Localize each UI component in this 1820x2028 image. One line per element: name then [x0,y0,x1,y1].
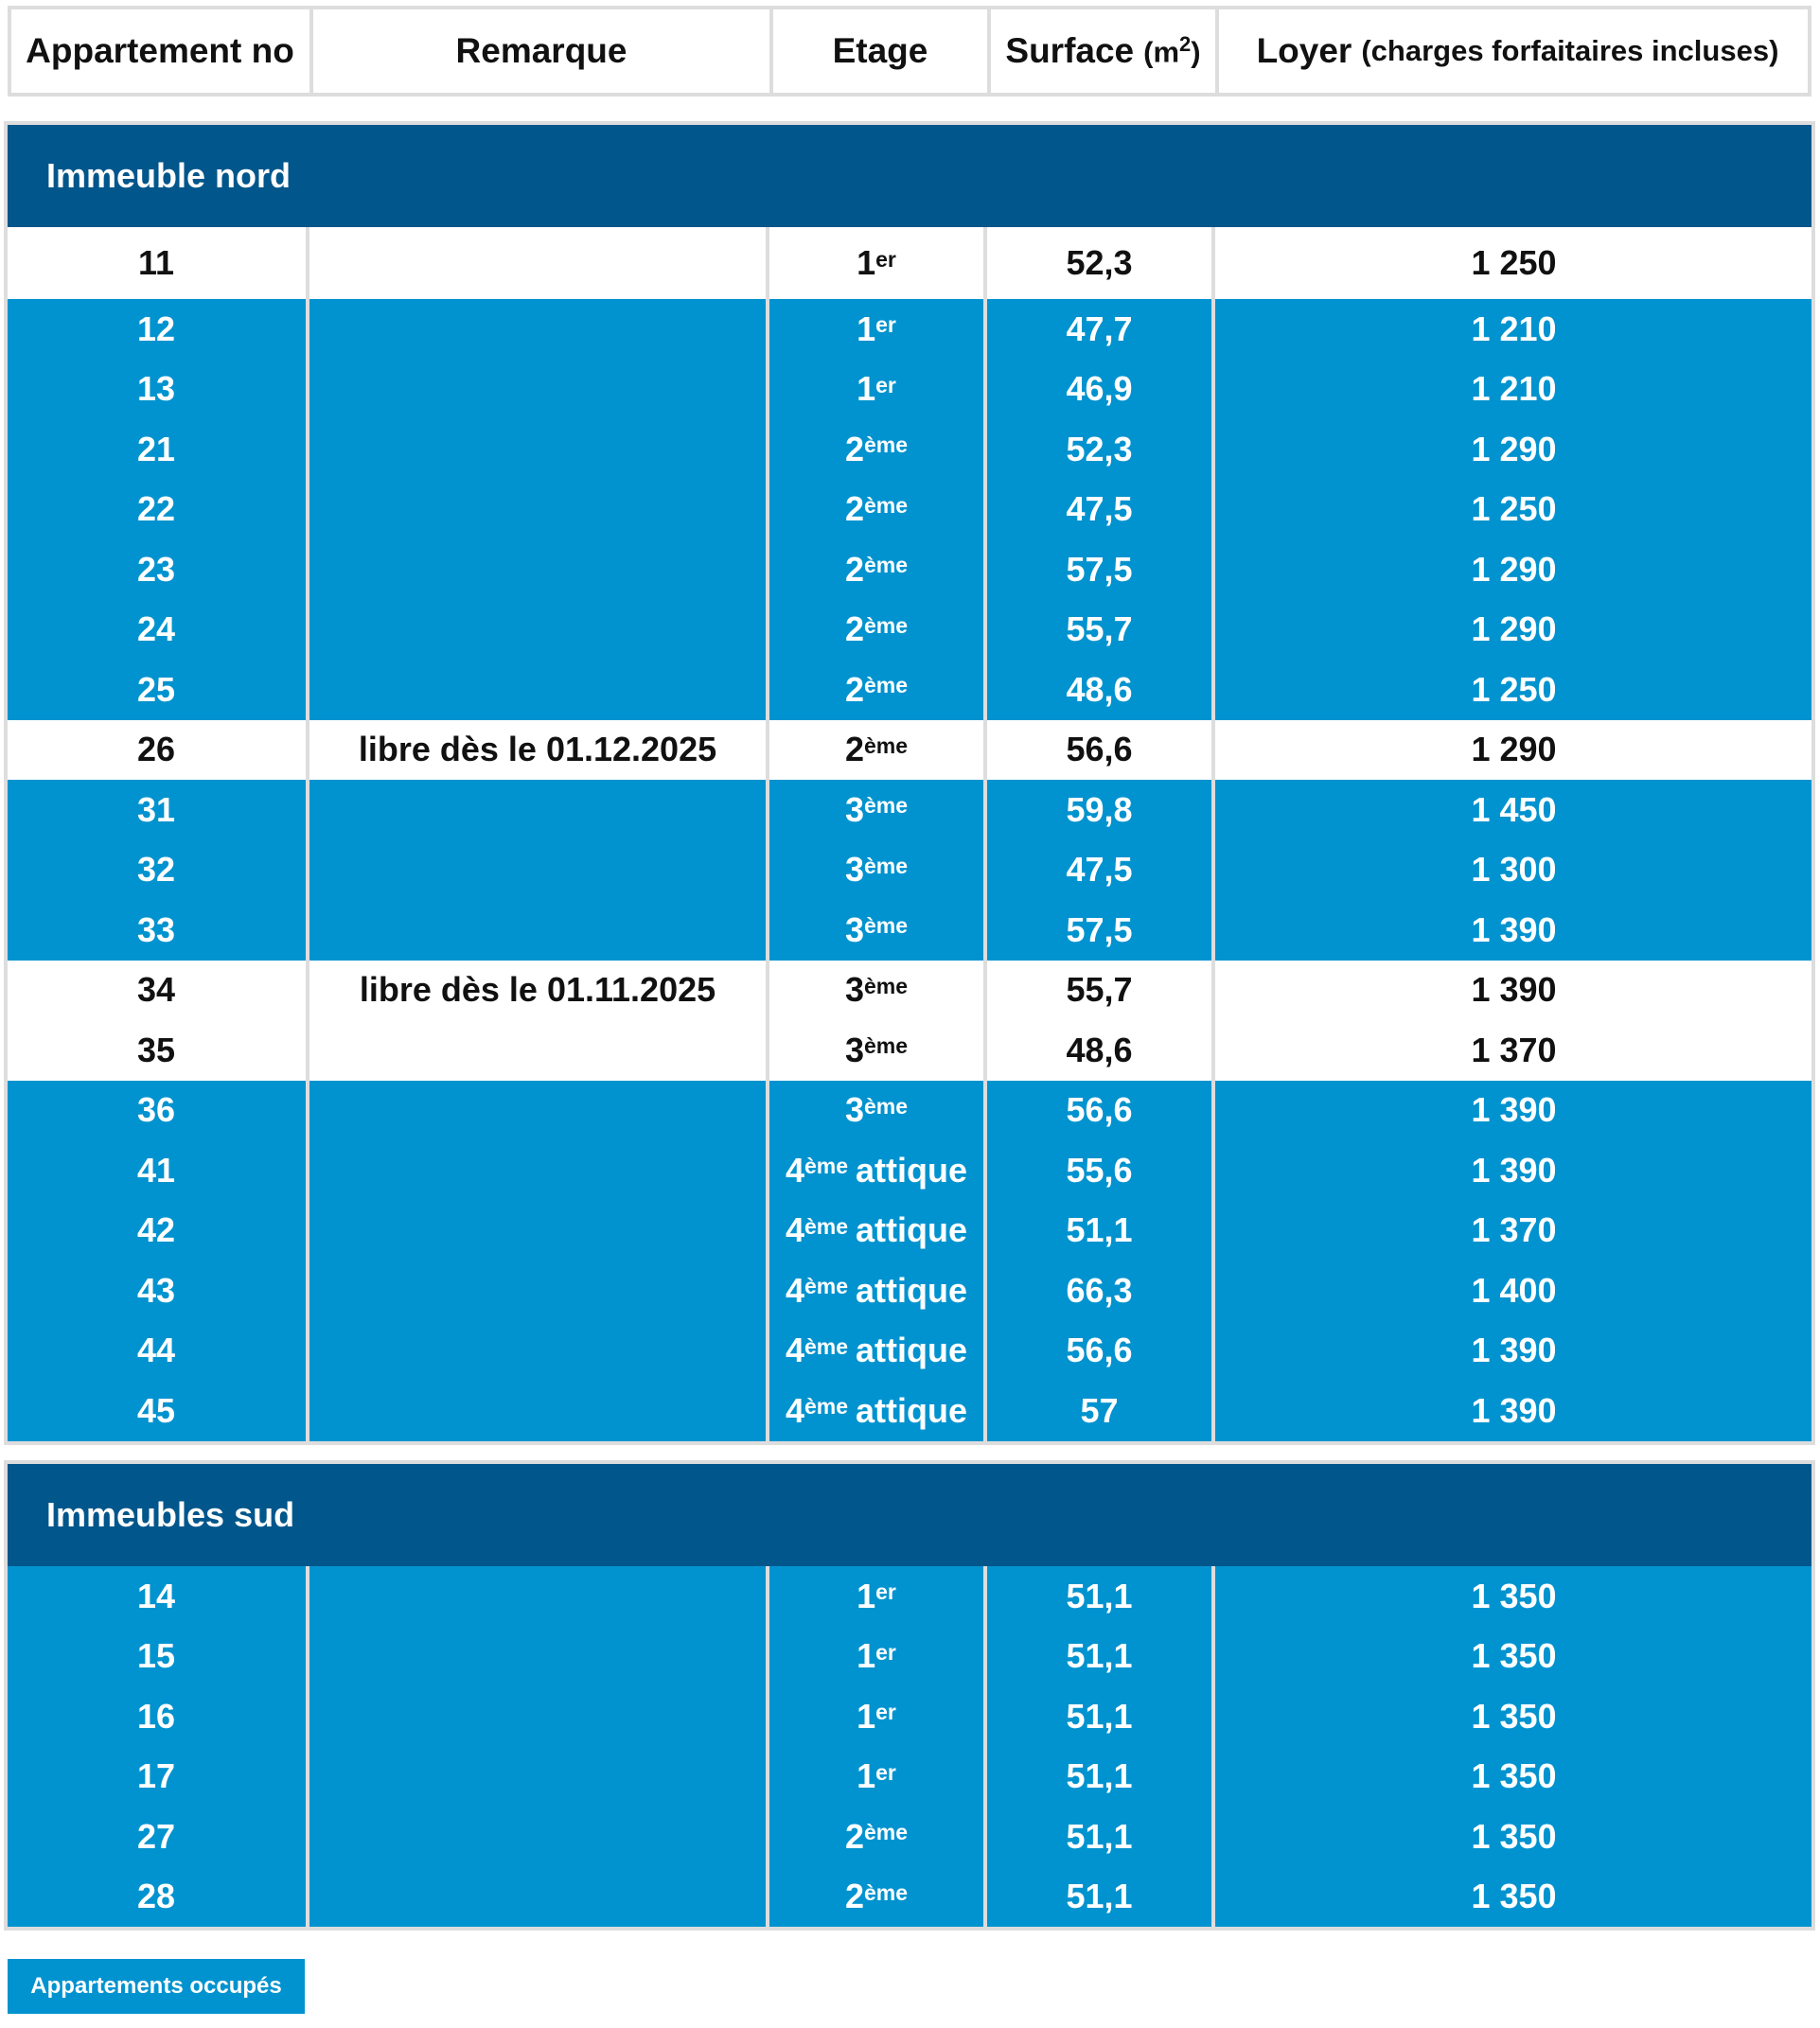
cell-floor: 2 $^{ème}$ [844,489,909,529]
table-row [8,227,1811,299]
cell-surface: 51,1 [1066,1636,1133,1676]
column-divider [1211,360,1215,420]
table-row [8,780,1811,840]
cell-apartment-number: 41 [136,1150,176,1190]
cell-apartment-number: 24 [136,609,176,649]
column-divider [306,1747,309,1808]
section-header: Immeuble nord [8,125,1811,227]
cell-floor: 4 $^{ème}$ attique [785,1331,968,1370]
column-divider [1211,1201,1215,1261]
table-row [8,360,1811,420]
column-divider [766,1867,769,1928]
cell-apartment-number: 43 [136,1270,176,1310]
column-divider [766,961,769,1021]
column-divider [983,1747,987,1808]
column-divider [1211,1081,1215,1141]
cell-remark [310,1627,765,1687]
column-divider [306,360,309,420]
header-apartment: Appartement no [26,31,294,70]
cell-rent: 1 250 [1471,243,1557,282]
legend-occupied: Appartements occupés [8,1959,305,2014]
column-divider [983,1566,987,1627]
column-divider [1211,1140,1215,1201]
cell-floor: 3 $^{ème}$ [844,1090,909,1130]
table-row [8,1261,1811,1321]
cell-apartment-number: 26 [136,730,176,769]
cell-remark [310,1867,765,1928]
header-floor: Etage [832,31,928,70]
column-divider [1211,1381,1215,1441]
header-rent-note: (charges forfaitaires incluses) [1361,34,1779,67]
column-divider [1211,780,1215,840]
cell-surface: 57,5 [1066,549,1133,589]
column-divider [983,227,987,299]
column-divider [1211,1867,1215,1928]
cell-remark [310,840,765,901]
cell-rent: 1 350 [1471,1696,1557,1736]
column-divider [306,1201,309,1261]
column-divider [766,1140,769,1201]
header-rent-label: Loyer [1256,31,1352,70]
cell-rent: 1 390 [1471,1150,1557,1190]
table-row [8,1627,1811,1687]
cell-remark [310,360,765,420]
cell-floor: 2 $^{ème}$ [844,429,909,468]
cell-surface: 47,7 [1066,309,1133,348]
column-divider [766,1627,769,1687]
column-divider [983,419,987,480]
column-divider [983,600,987,661]
column-divider [1211,1020,1215,1081]
cell-floor: 1 $^{er}$ [857,1576,896,1615]
column-divider [983,1867,987,1928]
cell-surface: 56,6 [1066,1090,1133,1130]
cell-remark [310,1081,765,1141]
column-divider [983,1627,987,1687]
column-divider [1211,480,1215,540]
column-divider [983,1321,987,1382]
cell-rent: 1 290 [1471,730,1557,769]
column-divider [1211,1321,1215,1382]
column-divider [306,227,309,299]
table-row [8,1140,1811,1201]
column-divider [1211,1807,1215,1867]
table-row [8,660,1811,720]
cell-floor: 4 $^{ème}$ attique [785,1210,968,1250]
column-divider [983,840,987,901]
cell-rent: 1 390 [1471,1090,1557,1130]
cell-remark [310,1381,765,1441]
column-divider [766,1566,769,1627]
cell-surface: 46,9 [1066,369,1133,409]
column-divider [983,360,987,420]
column-divider [983,1020,987,1081]
column-divider [306,1867,309,1928]
column-divider [1211,720,1215,781]
cell-surface: 57 [1080,1390,1119,1430]
section-header: Immeubles sud [8,1464,1811,1566]
cell-rent: 1 370 [1471,1210,1557,1250]
column-divider [306,780,309,840]
cell-surface: 56,6 [1066,730,1133,769]
column-divider [306,1807,309,1867]
cell-apartment-number: 31 [136,789,176,829]
column-divider [1211,1686,1215,1747]
column-divider [766,1381,769,1441]
cell-surface: 51,1 [1066,1877,1133,1916]
cell-rent: 1 390 [1471,1331,1557,1370]
cell-apartment-number: 25 [136,669,176,709]
table-row [8,1747,1811,1808]
column-divider [1211,1261,1215,1321]
cell-surface: 51,1 [1066,1756,1133,1796]
cell-rent: 1 290 [1471,549,1557,589]
header-divider [309,9,313,93]
cell-rent: 1 290 [1471,609,1557,649]
cell-apartment-number: 15 [136,1636,176,1676]
cell-remark [310,1566,765,1627]
column-divider [1211,961,1215,1021]
cell-floor: 3 $^{ème}$ [844,970,909,1010]
column-divider [306,1020,309,1081]
column-divider [766,1686,769,1747]
table-row [8,480,1811,540]
cell-apartment-number: 45 [136,1390,176,1430]
table-row [8,299,1811,360]
table-row [8,900,1811,961]
cell-apartment-number: 23 [136,549,176,589]
table-row [8,840,1811,901]
column-divider [983,480,987,540]
column-divider [306,299,309,360]
cell-floor: 1 $^{er}$ [857,309,896,348]
cell-floor: 1 $^{er}$ [857,243,896,282]
cell-floor: 2 $^{ème}$ [844,669,909,709]
column-divider [306,660,309,720]
column-divider [1211,227,1215,299]
cell-floor: 2 $^{ème}$ [844,549,909,589]
cell-remark [310,299,765,360]
cell-floor: 1 $^{er}$ [857,369,896,409]
cell-remark [310,1261,765,1321]
cell-remark [310,227,765,299]
cell-apartment-number: 33 [136,909,176,949]
cell-rent: 1 370 [1471,1030,1557,1069]
column-divider [1211,539,1215,600]
cell-rent: 1 390 [1471,1390,1557,1430]
cell-remark [310,1201,765,1261]
cell-rent: 1 350 [1471,1636,1557,1676]
column-divider [766,1020,769,1081]
table-row [8,1566,1811,1627]
cell-apartment-number: 34 [136,970,176,1010]
table-row [8,1321,1811,1382]
column-divider [983,660,987,720]
column-divider [306,900,309,961]
column-divider [766,660,769,720]
column-divider [983,299,987,360]
cell-surface: 59,8 [1066,789,1133,829]
column-divider [766,480,769,540]
cell-floor: 3 $^{ème}$ [844,789,909,829]
cell-surface: 52,3 [1066,429,1133,468]
table-row [8,1381,1811,1441]
cell-apartment-number: 13 [136,369,176,409]
cell-surface: 48,6 [1066,669,1133,709]
column-divider [1211,600,1215,661]
table-row [8,720,1811,781]
cell-apartment-number: 27 [136,1816,176,1856]
table-header [8,6,1811,97]
cell-floor: 4 $^{ème}$ attique [785,1150,968,1190]
cell-remark [310,539,765,600]
cell-apartment-number: 35 [136,1030,176,1069]
cell-surface: 55,6 [1066,1150,1133,1190]
column-divider [766,600,769,661]
column-divider [1211,1747,1215,1808]
cell-remark [310,419,765,480]
column-divider [766,840,769,901]
cell-floor: 1 $^{er}$ [857,1756,896,1796]
cell-rent: 1 300 [1471,850,1557,890]
column-divider [306,840,309,901]
header-divider [769,9,773,93]
column-divider [306,1321,309,1382]
cell-remark [310,1807,765,1867]
cell-rent: 1 210 [1471,309,1557,348]
column-divider [1211,299,1215,360]
column-divider [766,299,769,360]
column-divider [983,961,987,1021]
column-divider [766,720,769,781]
column-divider [766,1321,769,1382]
column-divider [766,1747,769,1808]
column-divider [306,480,309,540]
column-divider [983,780,987,840]
cell-floor: 4 $^{ème}$ attique [785,1270,968,1310]
column-divider [766,780,769,840]
cell-apartment-number: 14 [136,1576,176,1615]
column-divider [1211,419,1215,480]
cell-remark [310,480,765,540]
column-divider [766,1261,769,1321]
cell-apartment-number: 12 [136,309,176,348]
header-rent [1220,9,1815,93]
cell-rent: 1 350 [1471,1877,1557,1916]
column-divider [766,419,769,480]
table-row [8,1867,1811,1928]
cell-apartment-number: 32 [136,850,176,890]
column-divider [983,900,987,961]
column-divider [306,600,309,661]
column-divider [766,539,769,600]
column-divider [306,720,309,781]
column-divider [983,720,987,781]
header-surface-unit: $(m^2)$ [1143,32,1201,69]
column-divider [306,1081,309,1141]
table-row [8,419,1811,480]
column-divider [983,1261,987,1321]
cell-floor: 4 $^{ème}$ attique [785,1390,968,1430]
cell-remark [310,900,765,961]
cell-floor: 2 $^{ème}$ [844,609,909,649]
cell-remark [310,1020,765,1081]
cell-rent: 1 350 [1471,1576,1557,1615]
cell-surface: 51,1 [1066,1696,1133,1736]
cell-surface: 66,3 [1066,1270,1133,1310]
cell-apartment-number: 17 [136,1756,176,1796]
cell-rent: 1 400 [1471,1270,1557,1310]
column-divider [983,1201,987,1261]
cell-floor: 2 $^{ème}$ [844,1816,909,1856]
column-divider [983,539,987,600]
header-divider [987,9,991,93]
column-divider [306,419,309,480]
column-divider [306,1381,309,1441]
column-divider [306,1686,309,1747]
cell-floor: 1 $^{er}$ [857,1696,896,1736]
column-divider [306,539,309,600]
header-remark: Remarque [455,31,627,70]
cell-surface: 55,7 [1066,609,1133,649]
cell-floor: 2 $^{ème}$ [844,730,909,769]
cell-remark [310,1140,765,1201]
column-divider [1211,660,1215,720]
cell-rent: 1 250 [1471,669,1557,709]
cell-surface: 52,3 [1066,243,1133,282]
cell-apartment-number: 16 [136,1696,176,1736]
column-divider [1211,840,1215,901]
table-row [8,1686,1811,1747]
column-divider [983,1081,987,1141]
column-divider [306,961,309,1021]
column-divider [1211,1566,1215,1627]
cell-surface: 51,1 [1066,1576,1133,1615]
column-divider [983,1807,987,1867]
column-divider [766,900,769,961]
column-divider [766,227,769,299]
cell-remark: libre dès le 01.11.2025 [359,970,716,1010]
column-divider [1211,900,1215,961]
column-divider [306,1627,309,1687]
cell-rent: 1 450 [1471,789,1557,829]
cell-apartment-number: 22 [136,489,176,529]
table-row [8,961,1811,1021]
column-divider [983,1381,987,1441]
cell-apartment-number: 28 [136,1877,176,1916]
cell-floor: 3 $^{ème}$ [844,1030,909,1069]
header-divider [1215,9,1219,93]
cell-remark [310,1747,765,1808]
cell-rent: 1 290 [1471,429,1557,468]
table-row [8,1081,1811,1141]
column-divider [1211,1627,1215,1687]
cell-apartment-number: 36 [136,1090,176,1130]
table-row [8,600,1811,661]
table-row [8,1201,1811,1261]
table-row [8,539,1811,600]
column-divider [766,1201,769,1261]
cell-floor: 2 $^{ème}$ [844,1877,909,1916]
header-surface [992,9,1214,93]
header-surface-label: Surface [1005,31,1135,70]
cell-rent: 1 390 [1471,909,1557,949]
cell-apartment-number: 44 [136,1331,176,1370]
cell-remark [310,660,765,720]
cell-apartment-number: 42 [136,1210,176,1250]
cell-floor: 1 $^{er}$ [857,1636,896,1676]
cell-apartment-number: 11 [137,243,175,282]
column-divider [306,1140,309,1201]
column-divider [306,1566,309,1627]
cell-surface: 47,5 [1066,489,1133,529]
cell-remark: libre dès le 01.12.2025 [358,730,717,769]
cell-rent: 1 390 [1471,970,1557,1010]
cell-floor: 3 $^{ème}$ [844,850,909,890]
cell-remark [310,1686,765,1747]
column-divider [306,1261,309,1321]
cell-surface: 47,5 [1066,850,1133,890]
cell-surface: 51,1 [1066,1816,1133,1856]
cell-remark [310,600,765,661]
column-divider [766,1807,769,1867]
cell-surface: 51,1 [1066,1210,1133,1250]
cell-floor: 3 $^{ème}$ [844,909,909,949]
cell-rent: 1 350 [1471,1816,1557,1856]
column-divider [983,1140,987,1201]
cell-apartment-number: 21 [136,429,176,468]
cell-surface: 56,6 [1066,1331,1133,1370]
table-row [8,1020,1811,1081]
cell-remark [310,780,765,840]
column-divider [983,1686,987,1747]
cell-surface: 57,5 [1066,909,1133,949]
cell-rent: 1 250 [1471,489,1557,529]
cell-surface: 48,6 [1066,1030,1133,1069]
cell-surface: 55,7 [1066,970,1133,1010]
cell-remark [310,1321,765,1382]
cell-rent: 1 350 [1471,1756,1557,1796]
table-row [8,1807,1811,1867]
column-divider [766,360,769,420]
column-divider [766,1081,769,1141]
cell-rent: 1 210 [1471,369,1557,409]
